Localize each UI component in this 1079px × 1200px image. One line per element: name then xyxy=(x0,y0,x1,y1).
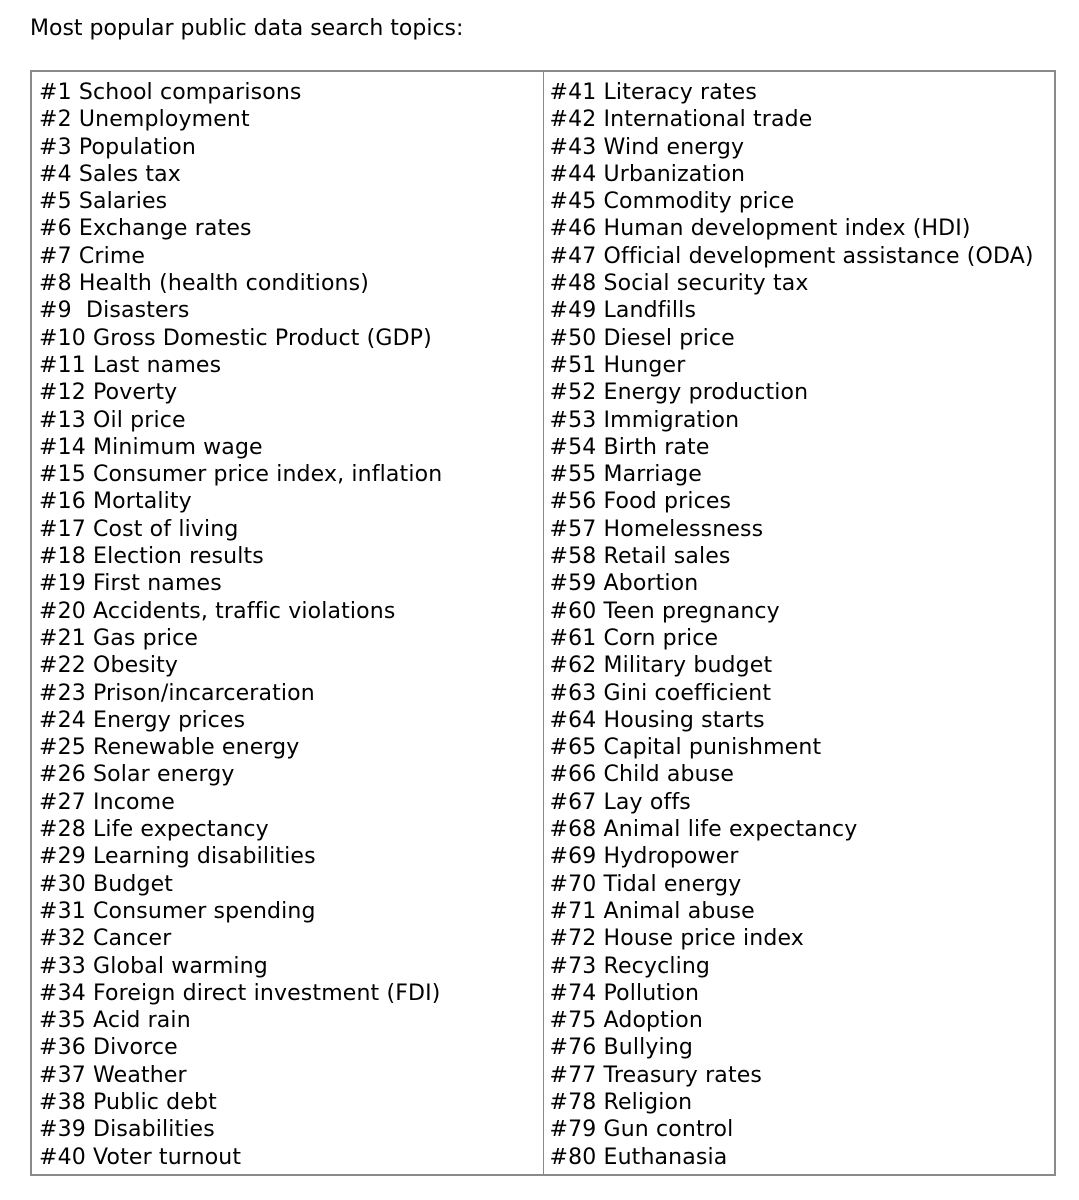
list-item: #51 Hunger xyxy=(549,352,686,378)
list-item: #1 School comparisons xyxy=(39,80,302,105)
list-item: #10 Gross Domestic Product (GDP) xyxy=(39,325,432,351)
list-item: #58 Retail sales xyxy=(549,544,731,570)
list-item: #33 Global warming xyxy=(39,953,268,979)
list-item: #43 Wind energy xyxy=(549,134,745,160)
list-item: #57 Homelessness xyxy=(549,516,764,542)
list-item: #14 Minimum wage xyxy=(39,434,263,460)
list-item: #56 Food prices xyxy=(549,489,732,515)
list-item: #70 Tidal energy xyxy=(549,871,742,897)
list-item: #5 Salaries xyxy=(39,189,168,215)
list-item: #42 International trade xyxy=(549,107,813,133)
list-item: #18 Election results xyxy=(39,544,264,570)
left-column-cell xyxy=(31,71,543,1175)
list-item: #61 Corn price xyxy=(549,625,719,651)
list-item: #68 Animal life expectancy xyxy=(549,817,858,843)
list-item: #4 Sales tax xyxy=(39,161,181,187)
list-item: #67 Lay offs xyxy=(549,789,691,815)
list-item: #52 Energy production xyxy=(549,380,809,406)
list-item: #17 Cost of living xyxy=(39,516,239,542)
list-item: #75 Adoption xyxy=(549,1008,703,1034)
list-item: #77 Treasury rates xyxy=(549,1062,763,1088)
list-item: #32 Cancer xyxy=(39,926,172,952)
list-item: #45 Commodity price xyxy=(549,189,795,215)
list-item: #6 Exchange rates xyxy=(39,216,252,242)
list-item: #12 Poverty xyxy=(39,380,178,406)
list-item: #64 Housing starts xyxy=(549,707,765,733)
page-heading: Most popular public data search topics: xyxy=(30,16,464,41)
list-item: #49 Landfills xyxy=(549,298,697,324)
list-item: #27 Income xyxy=(39,789,175,815)
list-item: #35 Acid rain xyxy=(39,1008,191,1034)
list-item: #25 Renewable energy xyxy=(39,735,300,761)
list-item: #47 Official development assistance (ODA) xyxy=(549,243,1034,269)
list-item: #38 Public debt xyxy=(39,1089,217,1115)
list-item: #44 Urbanization xyxy=(549,161,746,187)
list-item: #74 Pollution xyxy=(549,980,700,1006)
list-item: #66 Child abuse xyxy=(549,762,735,788)
list-item: #2 Unemployment xyxy=(39,107,250,133)
list-item: #34 Foreign direct investment (FDI) xyxy=(39,980,441,1006)
list-item: #80 Euthanasia xyxy=(549,1144,728,1170)
table-row xyxy=(31,71,1055,1175)
list-item: #55 Marriage xyxy=(549,462,702,488)
list-item: #23 Prison/incarceration xyxy=(39,680,315,706)
list-item: #19 First names xyxy=(39,571,222,597)
list-item: #7 Crime xyxy=(39,243,146,269)
list-item: #50 Diesel price xyxy=(549,325,735,351)
list-item: #8 Health (health conditions) xyxy=(39,271,369,297)
list-item: #24 Energy prices xyxy=(39,707,246,733)
list-item: #30 Budget xyxy=(39,871,174,897)
list-item: #41 Literacy rates xyxy=(549,80,757,105)
list-item: #28 Life expectancy xyxy=(39,817,269,843)
list-item: #29 Learning disabilities xyxy=(39,844,316,870)
list-item: #15 Consumer price index, inflation xyxy=(39,462,443,488)
list-item: #16 Mortality xyxy=(39,489,192,515)
list-item: #65 Capital punishment xyxy=(549,735,822,761)
list-item: #36 Divorce xyxy=(39,1035,178,1061)
right-topic-list xyxy=(550,79,1055,1171)
list-item: #22 Obesity xyxy=(39,653,179,679)
list-item: #21 Gas price xyxy=(39,625,199,651)
list-item: #53 Immigration xyxy=(549,407,740,433)
list-item: #72 House price index xyxy=(549,926,804,952)
list-item: #79 Gun control xyxy=(549,1117,734,1143)
list-item: #73 Recycling xyxy=(549,953,711,979)
list-item: #78 Religion xyxy=(549,1089,693,1115)
list-item: #3 Population xyxy=(39,134,196,160)
list-item: #54 Birth rate xyxy=(549,434,710,460)
list-item: #48 Social security tax xyxy=(549,271,809,297)
topics-table xyxy=(30,70,1056,1176)
list-item: #59 Abortion xyxy=(549,571,699,597)
list-item: #71 Animal abuse xyxy=(549,898,755,924)
list-item: #31 Consumer spending xyxy=(39,898,316,924)
list-item: #76 Bullying xyxy=(549,1035,694,1061)
list-item: #69 Hydropower xyxy=(549,844,739,870)
list-item: #63 Gini coefficient xyxy=(549,680,772,706)
list-item: #37 Weather xyxy=(39,1062,187,1088)
list-item: #26 Solar energy xyxy=(39,762,235,788)
list-item: #39 Disabilities xyxy=(39,1117,215,1143)
list-item: #13 Oil price xyxy=(39,407,186,433)
list-item: #9 Disasters xyxy=(39,298,190,324)
right-column-cell xyxy=(543,71,1055,1175)
list-item: #46 Human development index (HDI) xyxy=(549,216,971,242)
list-item: #11 Last names xyxy=(39,352,222,378)
left-topic-list xyxy=(39,79,543,1171)
list-item: #62 Military budget xyxy=(549,653,773,679)
list-item: #60 Teen pregnancy xyxy=(549,598,780,624)
list-item: #40 Voter turnout xyxy=(39,1144,242,1170)
list-item: #20 Accidents, traffic violations xyxy=(39,598,396,624)
